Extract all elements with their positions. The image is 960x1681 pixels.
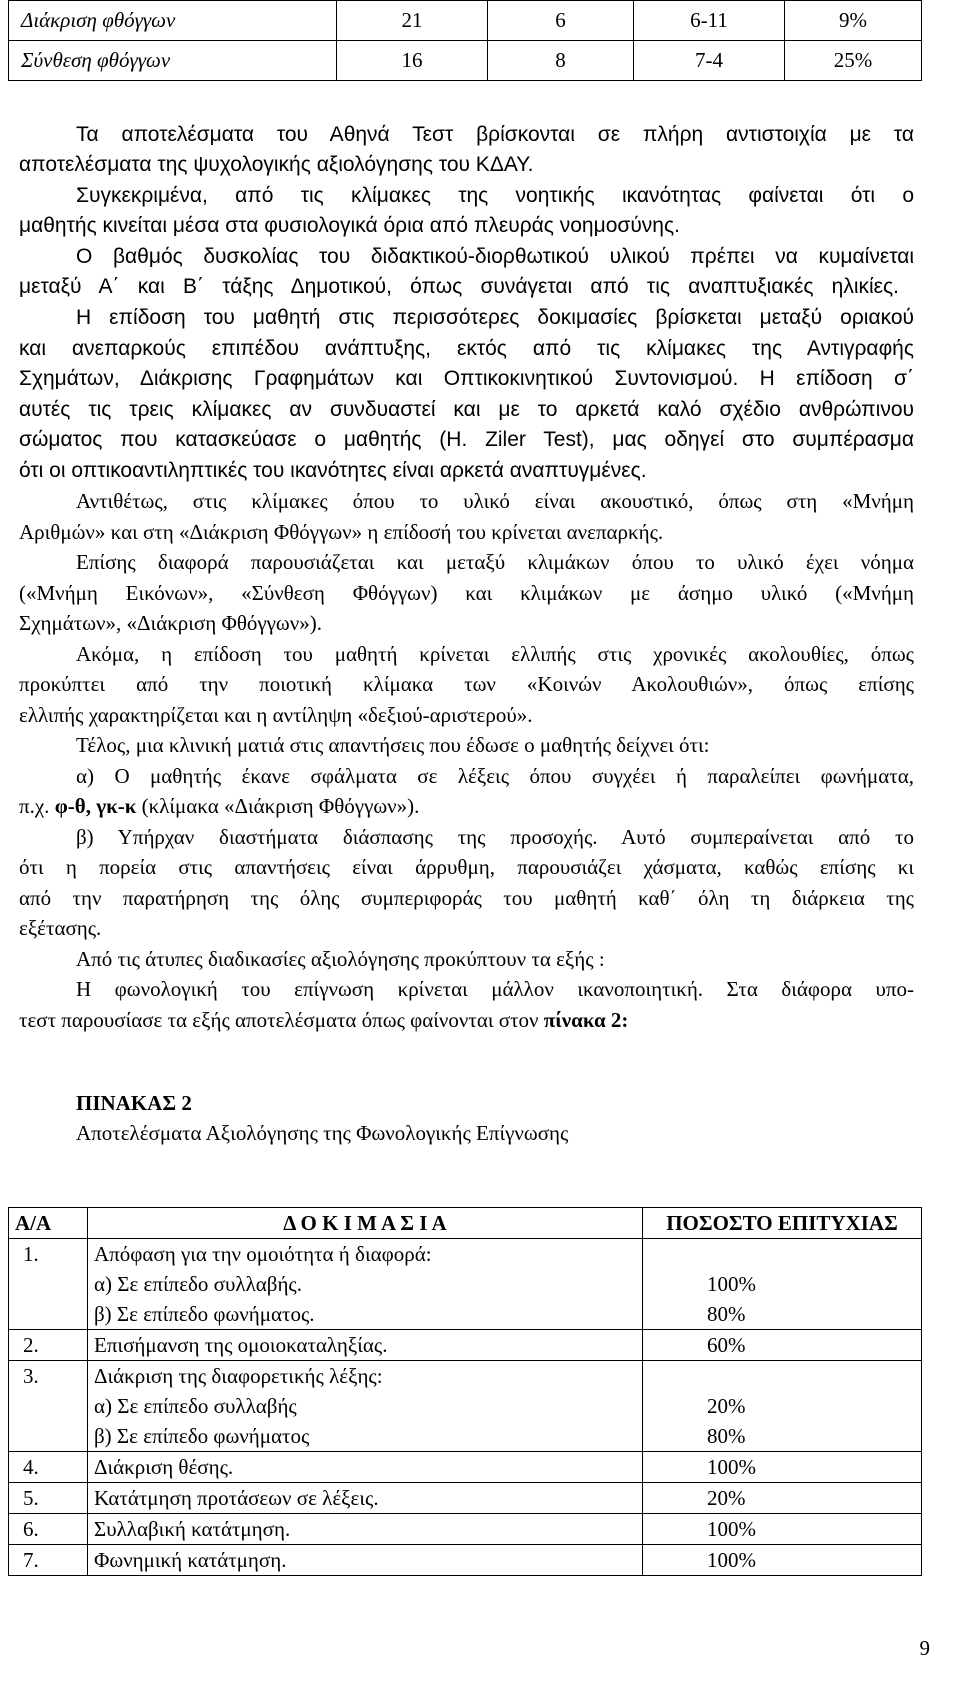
table-subtitle: Αποτελέσματα Αξιολόγησης της Φωνολογικής Επίγνωσης [76, 1121, 569, 1145]
score-value [707, 1239, 921, 1269]
score-value: 100% [707, 1517, 756, 1541]
table-header-row [9, 1208, 922, 1239]
paragraph-line: («Μνήμη Εικόνων», «Σύνθεση Φθόγγων) και κλιμάκων με άσημο υλικό («Μνήμη [19, 581, 914, 605]
paragraph-line: από την παρατήρηση της όλης συμπεριφοράς του μαθητή καθ΄ όλη τη διάρκεια της [19, 886, 914, 910]
test-label: β) Σε επίπεδο φωνήματος. [94, 1302, 315, 1326]
test-cell [88, 1514, 643, 1545]
row-number [9, 1514, 88, 1545]
paragraph-line: β) Υπήρχαν διαστήματα διάσπασης της προσοχής. Αυτό συμπεραίνεται από το [76, 825, 914, 849]
paragraph-line: Επίσης διαφορά παρουσιάζεται και μεταξύ κλιμάκων όπου το υλικό έχει νόημα [76, 550, 914, 574]
table-cell: 9% [785, 1, 922, 41]
score-value: 80% [707, 1302, 746, 1326]
test-label: Επισήμανση της ομοιοκαταληξίας. [94, 1333, 388, 1357]
row-number-text: 1. [23, 1242, 39, 1266]
paragraph-line: Σχημάτων», «Διάκριση Φθόγγων»). [19, 611, 322, 635]
row-number-text: 3. [23, 1364, 39, 1388]
test-label: α) Σε επίπεδο συλλαβής [94, 1394, 297, 1418]
table-cell: 7-4 [634, 41, 785, 81]
table-cell: 6-11 [634, 1, 785, 41]
paragraph-line [19, 1005, 914, 1035]
table-row [9, 1239, 922, 1330]
paragraph-line: αυτές τις τρεις κλίμακες αν συνδυαστεί και με το αρκετά καλό σχέδιο ανθρώπινου [19, 398, 914, 421]
paragraph-line: Αντιθέτως, στις κλίμακες όπου το υλικό είναι ακουστικό, όπως στη «Μνήμη [76, 489, 914, 513]
table-row [9, 41, 922, 81]
score-cell [643, 1514, 922, 1545]
row-number-text: 4. [23, 1455, 39, 1479]
text-span: π.χ. [19, 794, 55, 818]
score-value: 60% [707, 1333, 746, 1357]
bold-phonemes: φ-θ, γκ-κ [54, 794, 137, 818]
score-value: 100% [707, 1548, 756, 1572]
table-row [9, 1361, 922, 1452]
row-number-text: 5. [23, 1486, 39, 1510]
test-label: Φωνημική κατάτμηση. [94, 1548, 287, 1572]
score-cell [643, 1239, 922, 1330]
paragraph-line: α) Ο μαθητής έκανε σφάλματα σε λέξεις όπου συγχέει ή παραλείπει φωνήματα, [76, 764, 914, 788]
row-number [9, 1483, 88, 1514]
table-row [9, 1514, 922, 1545]
score-value: 100% [707, 1455, 756, 1479]
paragraph-line: αποτελέσματα της ψυχολογικής αξιολόγησης του ΚΔΑΥ. [19, 153, 534, 176]
paragraph-line: ότι οι οπτικοαντιληπτικές του ικανότητες είναι αρκετά αναπτυγμένες. [19, 459, 647, 482]
score-value [707, 1361, 921, 1391]
table-cell: 16 [337, 41, 488, 81]
paragraph-line: εξέτασης. [19, 916, 102, 940]
test-cell [88, 1361, 643, 1452]
score-cell [643, 1452, 922, 1483]
paragraph-line: Η επίδοση του μαθητή στις περισσότερες δοκιμασίες βρίσκεται μεταξύ οριακού [76, 306, 914, 329]
test-label: Απόφαση για την ομοιότητα ή διαφορά: [94, 1242, 432, 1266]
text-span: τεστ παρουσίασε τα εξής αποτελέσματα όπως φαίνονται στον [19, 1008, 544, 1032]
test-cell [88, 1452, 643, 1483]
test-cell [88, 1545, 643, 1576]
table-title: ΠΙΝΑΚΑΣ 2 [76, 1091, 192, 1115]
table-row [9, 1330, 922, 1361]
score-cell [643, 1361, 922, 1452]
score-cell [643, 1545, 922, 1576]
test-label: Συλλαβική κατάτμηση. [94, 1517, 291, 1541]
table-row [9, 1, 922, 41]
paragraph-line: Συγκεκριμένα, από τις κλίμακες της νοητικής ικανότητας φαίνεται ότι ο [76, 184, 914, 207]
score-cell [643, 1330, 922, 1361]
bold-table-ref: πίνακα 2 [543, 1008, 622, 1032]
paragraph-line: Από τις άτυπες διαδικασίες αξιολόγησης προκύπτουν τα εξής : [76, 947, 605, 971]
test-label: Διάκριση της διαφορετικής λέξης: [94, 1364, 383, 1388]
row-number [9, 1452, 88, 1483]
paragraph-line: Ακόμα, η επίδοση του μαθητή κρίνεται ελλιπής στις χρονικές ακολουθίες, όπως [76, 642, 914, 666]
test-name: Διάκριση φθόγγων [9, 1, 337, 41]
table-row [9, 1452, 922, 1483]
row-number [9, 1239, 88, 1330]
paragraph-line: Η φωνολογική του επίγνωση κρίνεται μάλλον ικανοποιητική. Στα διάφορα υπο- [76, 977, 914, 1001]
paragraph-line: και ανεπαρκούς επιπέδου ανάπτυξης, εκτός από τις κλίμακες της Αντιγραφής [19, 337, 914, 360]
table-cell: 6 [488, 1, 634, 41]
paragraph-line: Ο βαθμός δυσκολίας του διδακτικού-διορθωτικού υλικού πρέπει να κυμαίνεται [76, 245, 914, 268]
row-number-text: 7. [23, 1548, 39, 1572]
score-cell [643, 1483, 922, 1514]
test-name: Σύνθεση φθόγγων [9, 41, 337, 81]
test-cell [88, 1239, 643, 1330]
score-value: 80% [707, 1424, 746, 1448]
column-header: Α/Α [9, 1208, 88, 1239]
paragraph-line: Αριθμών» και στη «Διάκριση Φθόγγων» η επίδοσή του κρίνεται ανεπαρκής. [19, 520, 664, 544]
paragraph-line: ελλιπής χαρακτηρίζεται και η αντίληψη «δεξιού-αριστερού». [19, 703, 533, 727]
row-number-text: 2. [23, 1333, 39, 1357]
row-number [9, 1545, 88, 1576]
paragraph-line: ότι η πορεία στις απαντήσεις είναι άρρυθμη, παρουσιάζει χάσματα, καθώς επίσης κι [19, 855, 914, 879]
column-header: Δ Ο Κ Ι Μ Α Σ Ι Α [88, 1208, 643, 1239]
row-number [9, 1361, 88, 1452]
row-number-text: 6. [23, 1517, 39, 1541]
test-label: β) Σε επίπεδο φωνήματος [94, 1424, 310, 1448]
column-header: ΠΟΣΟΣΤΟ ΕΠΙΤΥΧΙΑΣ [643, 1208, 922, 1239]
table-cell: 8 [488, 41, 634, 81]
bold-colon: : [621, 1008, 629, 1032]
table-cell: 25% [785, 41, 922, 81]
paragraph-line: Τέλος, μια κλινική ματιά στις απαντήσεις που έδωσε ο μαθητής δείχνει ότι: [76, 733, 710, 757]
test-cell [88, 1330, 643, 1361]
test-label: Κατάτμηση προτάσεων σε λέξεις. [94, 1486, 379, 1510]
test-cell [88, 1483, 643, 1514]
paragraph-line [19, 791, 914, 821]
test-label: α) Σε επίπεδο συλλαβής. [94, 1272, 302, 1296]
paragraph-line: μαθητής κινείται μέσα στα φυσιολογικά όρια από πλευράς νοημοσύνης. [19, 214, 680, 237]
results-table-phonological [8, 1207, 922, 1576]
table-row [9, 1545, 922, 1576]
row-number [9, 1330, 88, 1361]
score-value: 20% [707, 1394, 746, 1418]
paragraph-line: Σχημάτων, Διάκρισης Γραφημάτων και Οπτικοκινητικού Συντονισμού. Η επίδοση σ΄ [19, 367, 914, 390]
paragraph-line: Τα αποτελέσματα του Αθηνά Τεστ βρίσκονται σε πλήρη αντιστοιχία με τα [76, 123, 914, 146]
paragraph-line: προκύπτει από την ποιοτική κλίμακα των «Κοινών Ακολουθιών», όπως επίσης [19, 672, 914, 696]
page-number: 9 [919, 1636, 930, 1660]
test-label: Διάκριση θέσης. [94, 1455, 234, 1479]
text-span: (κλίμακα «Διάκριση Φθόγγων»). [136, 794, 420, 818]
paragraph-line: σώματος που κατασκεύασε ο μαθητής (H. Ziler Test), μας οδηγεί στο συμπέρασμα [19, 428, 914, 451]
results-table-top [8, 0, 922, 81]
paragraph-line: μεταξύ Α΄ και Β΄ τάξης Δημοτικού, όπως συνάγεται από τις αναπτυξιακές ηλικίες. [19, 275, 899, 298]
table-cell: 21 [337, 1, 488, 41]
score-value: 100% [707, 1272, 756, 1296]
table-row [9, 1483, 922, 1514]
score-value: 20% [707, 1486, 746, 1510]
